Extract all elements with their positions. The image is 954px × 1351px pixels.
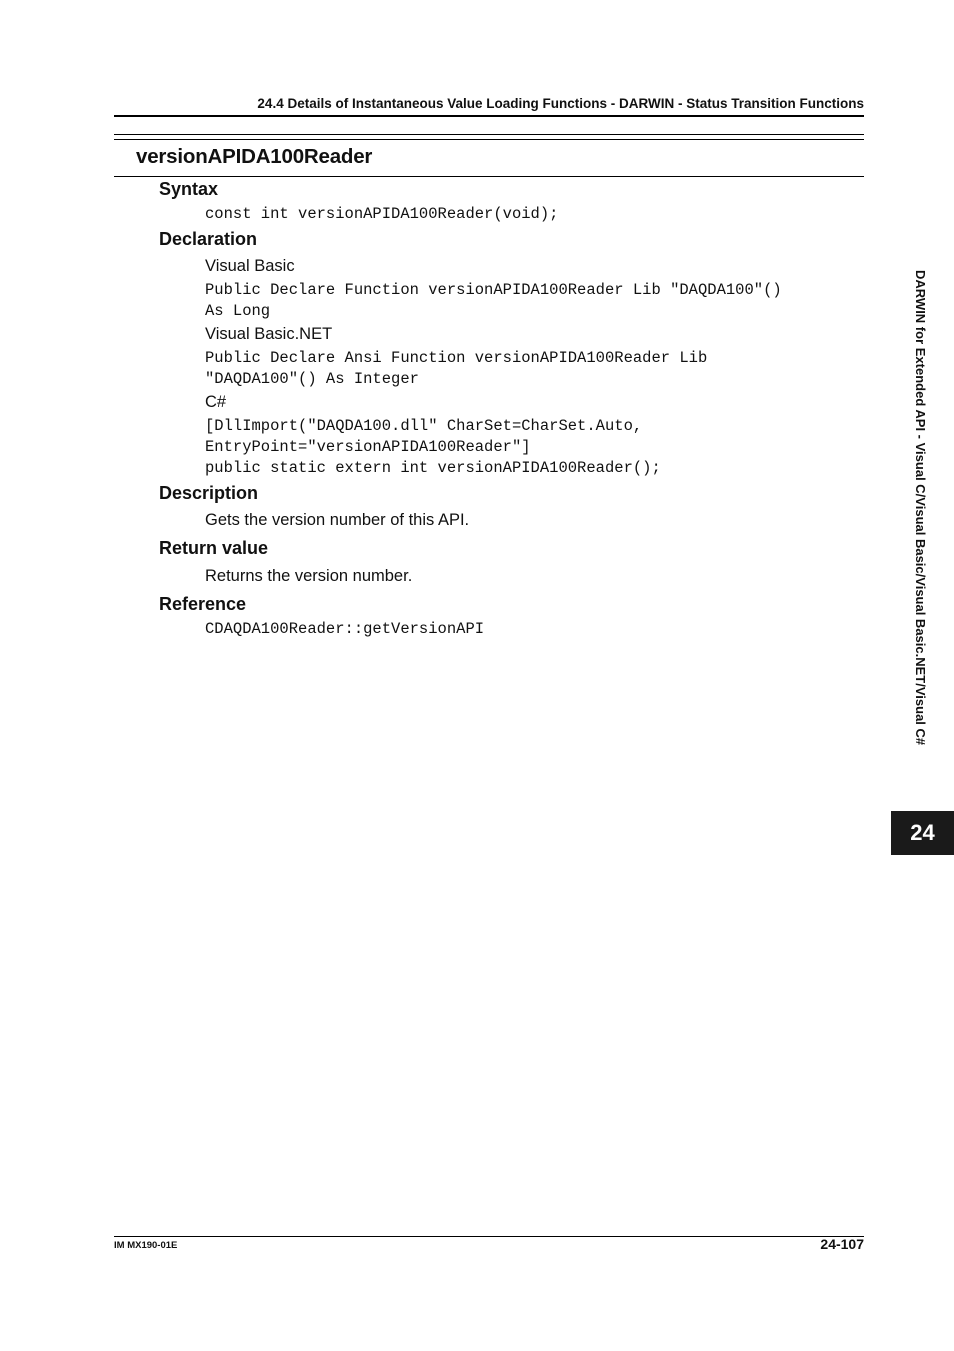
chapter-tab (891, 811, 954, 855)
cs-label: C# (205, 393, 227, 411)
syntax-heading: Syntax (159, 179, 219, 199)
vb-code: Public Declare Function versionAPIDA100Reader Lib "DAQDA100"() As Long (205, 281, 782, 320)
side-tab (906, 270, 936, 802)
return-value-heading: Return value (159, 538, 269, 558)
cs-code: [DllImport("DAQDA100.dll" CharSet=CharSet.Auto, EntryPoint="versionAPIDA100Reader"] public static extern int versionAPIDA100Reader(); (205, 417, 661, 477)
title-rule-top (114, 134, 864, 135)
reference-code: CDAQDA100Reader::getVersionAPI (205, 620, 485, 638)
footer-rule (114, 1236, 864, 1237)
syntax-code: const int versionAPIDA100Reader(void); (205, 205, 559, 223)
return-value-text: Returns the version number. (205, 567, 413, 585)
reference-heading: Reference (159, 594, 247, 614)
function-title: versionAPIDA100Reader (136, 145, 373, 168)
vbnet-label: Visual Basic.NET (205, 325, 333, 343)
footer-page-number: 24-107 (820, 1236, 864, 1252)
vb-label: Visual Basic (205, 257, 295, 275)
chapter-number: 24 (910, 820, 935, 845)
description-text: Gets the version number of this API. (205, 511, 470, 529)
title-rule-bottom (114, 176, 864, 177)
title-rule-top-inner (114, 139, 864, 140)
header-rule (114, 115, 864, 117)
running-header: 24.4 Details of Instantaneous Value Loading Functions - DARWIN - Status Transition Functions (257, 96, 864, 111)
description-heading: Description (159, 483, 259, 503)
footer-doc-id: IM MX190-01E (114, 1240, 178, 1251)
vbnet-code: Public Declare Ansi Function versionAPIDA100Reader Lib "DAQDA100"() As Integer (205, 349, 708, 388)
side-tab-label: DARWIN for Extended API - Visual C/Visual Basic/Visual Basic.NET/Visual C# (913, 270, 928, 746)
declaration-heading: Declaration (159, 229, 258, 249)
